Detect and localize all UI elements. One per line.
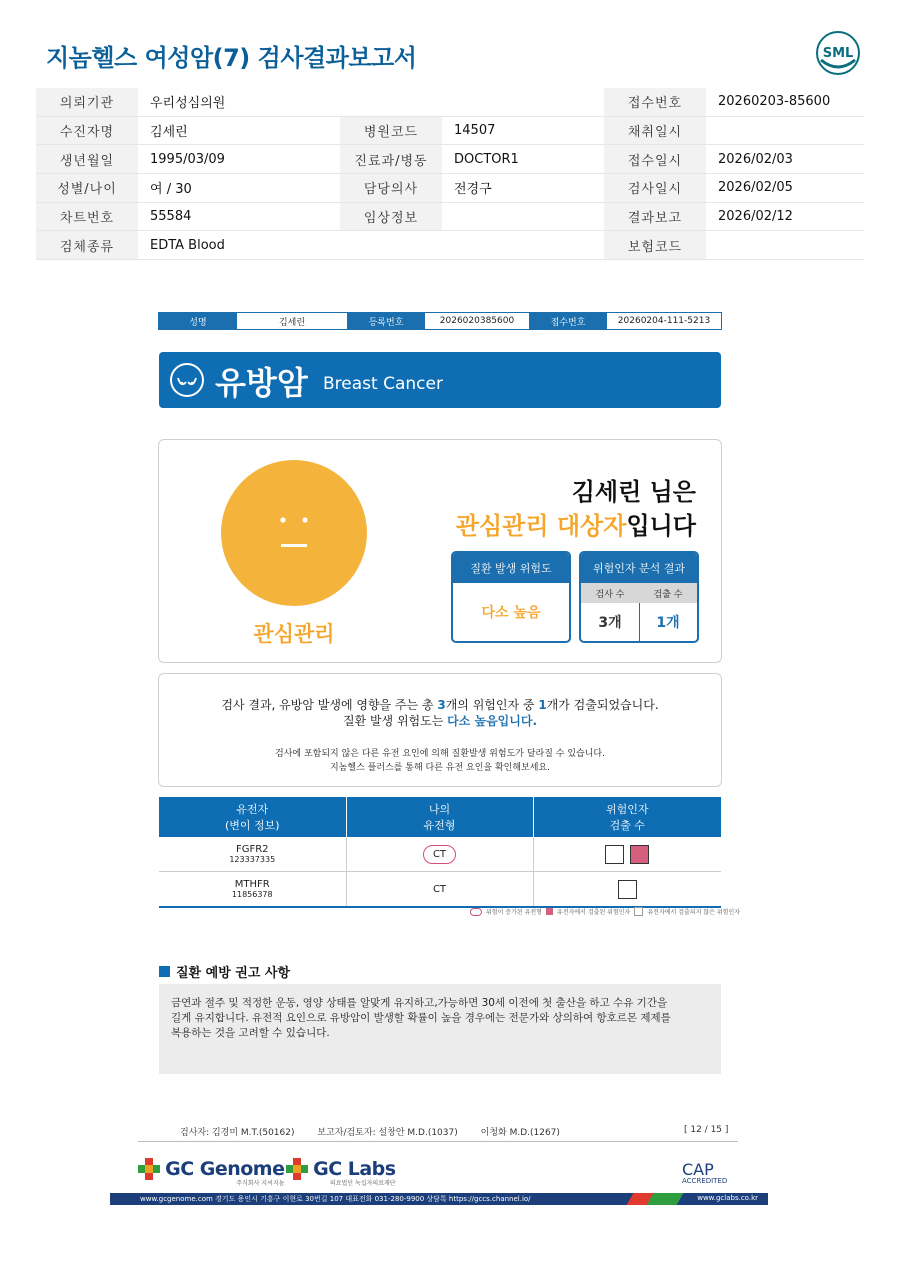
info-label: 의뢰기관 bbox=[36, 88, 138, 116]
gene-name: FGFR2 bbox=[235, 844, 269, 855]
name-label: 성명 bbox=[159, 313, 237, 329]
info-value: EDTA Blood bbox=[138, 231, 340, 260]
risk-level-header: 질환 발생 위험도 bbox=[453, 553, 569, 583]
footer-green-stripe bbox=[647, 1193, 684, 1205]
cap-sub: ACCREDITED bbox=[682, 1177, 728, 1185]
recommendation-title-text: 질환 예방 권고 사항 bbox=[176, 966, 291, 981]
genotype-value: CT bbox=[432, 883, 447, 895]
info-value: 20260203-85600 bbox=[706, 88, 864, 116]
info-value: 2026/02/12 bbox=[706, 202, 864, 231]
recommendation-box bbox=[159, 984, 721, 1074]
info-value: 전경구 bbox=[442, 174, 604, 203]
breast-icon bbox=[169, 362, 205, 398]
tested-value: 3개 bbox=[598, 615, 622, 631]
summary-line-1 bbox=[159, 696, 721, 713]
gene-cell bbox=[159, 872, 346, 908]
gc-labs-sub: 의료법인 녹십자의료재단 bbox=[329, 1180, 396, 1187]
recommendation-text bbox=[171, 996, 701, 1041]
legend-filled-label: 유전자에서 검출된 위험인자 bbox=[556, 909, 631, 916]
gc-genome-sub: 주식회사 지씨지놈 bbox=[236, 1180, 285, 1187]
info-label bbox=[340, 88, 442, 116]
gene-column-header bbox=[159, 797, 346, 837]
legend-empty-icon bbox=[634, 907, 643, 916]
info-value: 2026/02/05 bbox=[706, 174, 864, 203]
info-value: 우리성심의원 bbox=[138, 88, 340, 116]
gc-genome-name: GC Genome bbox=[165, 1158, 285, 1180]
risk-level-text: 다소 높음입니다. bbox=[447, 714, 538, 728]
info-value: 여 / 30 bbox=[138, 174, 340, 203]
info-value: 김세린 bbox=[138, 116, 340, 145]
gene-name: MTHFR bbox=[234, 879, 270, 890]
info-row bbox=[36, 116, 864, 145]
genotype-column-header bbox=[346, 797, 533, 837]
info-label: 병원코드 bbox=[340, 116, 442, 145]
sml-logo bbox=[815, 30, 861, 76]
detected-column-header bbox=[533, 797, 721, 837]
info-value bbox=[442, 202, 604, 231]
header-line: 나의 bbox=[428, 803, 451, 816]
page-title: 지놈헬스 여성암(7) 검사결과보고서 bbox=[46, 44, 417, 72]
cancer-banner bbox=[159, 352, 721, 408]
recommendation-title bbox=[159, 962, 290, 981]
info-label bbox=[340, 231, 442, 260]
footer-website: www.gclabs.co.kr bbox=[697, 1194, 758, 1202]
reg-value: 2026020385600 bbox=[425, 313, 529, 329]
info-value: 55584 bbox=[138, 202, 340, 231]
info-label: 임상정보 bbox=[340, 202, 442, 231]
banner-subtitle: Breast Cancer bbox=[323, 374, 443, 394]
gc-labs-name: GC Labs bbox=[313, 1158, 396, 1180]
gene-row bbox=[159, 837, 721, 872]
gene-table bbox=[159, 797, 721, 908]
info-label: 접수일시 bbox=[604, 145, 706, 174]
recommendation-line: 복용하는 것을 고려할 수 있습니다. bbox=[171, 1027, 330, 1039]
reg-label: 등록번호 bbox=[347, 313, 425, 329]
detected-label: 검출 수 bbox=[639, 583, 697, 603]
face-label: 관심관리 bbox=[253, 622, 335, 646]
detected-cell bbox=[533, 872, 721, 908]
square-bullet-icon bbox=[159, 966, 170, 977]
risk-level-box bbox=[451, 551, 571, 643]
info-value: 1995/03/09 bbox=[138, 145, 340, 174]
target-suffix: 입니다 bbox=[626, 512, 696, 540]
rcpt-label: 접수번호 bbox=[529, 313, 607, 329]
detected-column bbox=[639, 583, 697, 641]
neutral-face-icon bbox=[221, 460, 367, 606]
info-value bbox=[706, 231, 864, 260]
gene-rs: 123337335 bbox=[229, 855, 276, 864]
header-line: (변이 정보) bbox=[224, 819, 280, 832]
gc-cross-icon bbox=[286, 1158, 308, 1180]
signers-line: 검사자: 김경미 M.T.(50162) 보고자/검토자: 설창안 M.D.(1037) 이청화 M.D.(1267) bbox=[180, 1128, 560, 1138]
summary-text: 개가 검출되었습니다. bbox=[546, 698, 659, 712]
empty-square-icon bbox=[618, 880, 637, 899]
info-label: 접수번호 bbox=[604, 88, 706, 116]
info-label: 수진자명 bbox=[36, 116, 138, 145]
gene-cell bbox=[159, 837, 346, 872]
tested-label: 검사 수 bbox=[581, 583, 639, 603]
info-row bbox=[36, 174, 864, 203]
genotype-cell bbox=[346, 872, 533, 908]
gc-cross-icon bbox=[138, 1158, 160, 1180]
page-number: [ 12 / 15 ] bbox=[684, 1125, 729, 1135]
filled-square-icon bbox=[630, 845, 649, 864]
target-highlight: 관심관리 대상자 bbox=[455, 512, 627, 540]
info-label: 검사일시 bbox=[604, 174, 706, 203]
legend-circle-icon bbox=[470, 908, 482, 916]
info-value bbox=[442, 231, 604, 260]
legend-circle-label: 위험이 증가된 유전형 bbox=[486, 909, 542, 916]
summary-text: 개의 위험인자 중 bbox=[445, 698, 539, 712]
footer-divider bbox=[138, 1141, 738, 1142]
result-box bbox=[158, 439, 722, 663]
info-row bbox=[36, 231, 864, 260]
info-label: 채취일시 bbox=[604, 116, 706, 145]
detected-cell bbox=[533, 837, 721, 872]
legend-filled-icon bbox=[546, 908, 553, 915]
summary-line-2 bbox=[159, 712, 721, 729]
info-label: 성별/나이 bbox=[36, 174, 138, 203]
risk-level-value: 다소 높음 bbox=[481, 605, 541, 621]
header-line: 위험인자 bbox=[605, 803, 649, 816]
info-label: 결과보고 bbox=[604, 202, 706, 231]
gene-row bbox=[159, 872, 721, 908]
info-label: 생년월일 bbox=[36, 145, 138, 174]
summary-message-box bbox=[158, 673, 722, 787]
result-name-line: 김세린 님은 bbox=[571, 478, 696, 506]
header-line: 유전자 bbox=[236, 803, 269, 816]
legend-empty-label: 유전자에서 검출되지 않은 위험인자 bbox=[647, 909, 741, 916]
info-row bbox=[36, 88, 864, 116]
factor-analysis-box bbox=[579, 551, 699, 643]
info-row bbox=[36, 145, 864, 174]
banner-title: 유방암 bbox=[215, 364, 308, 402]
info-label: 진료과/병동 bbox=[340, 145, 442, 174]
info-value: 2026/02/03 bbox=[706, 145, 864, 174]
summary-text: 질환 발생 위험도는 bbox=[342, 714, 448, 728]
factor-analysis-header: 위험인자 분석 결과 bbox=[581, 553, 697, 583]
gc-labs-logo bbox=[286, 1158, 396, 1187]
empty-square-icon bbox=[605, 845, 624, 864]
info-label: 검체종류 bbox=[36, 231, 138, 260]
info-value: 14507 bbox=[442, 116, 604, 145]
gene-table-legend bbox=[470, 907, 740, 916]
name-value: 김세린 bbox=[237, 313, 347, 329]
note-line-1: 검사에 포함되지 않은 다른 유전 요인에 의해 질환발생 위험도가 달라질 수 있습니다. bbox=[275, 749, 605, 759]
recommendation-line: 금연과 절주 및 적정한 운동, 영양 상태를 알맞게 유지하고,가능하면 30세 이전에 첫 출산을 하고 수유 기간을 bbox=[171, 997, 668, 1009]
tested-column bbox=[581, 583, 640, 641]
info-label: 차트번호 bbox=[36, 202, 138, 231]
genotype-value: CT bbox=[423, 845, 456, 864]
gc-genome-logo bbox=[138, 1158, 285, 1187]
patient-strip bbox=[158, 312, 722, 330]
recommendation-line: 길게 유지합니다. 유전적 요인으로 유방암이 발생할 확률이 높을 경우에는 전문가와 상의하여 항호르몬 제제를 bbox=[171, 1012, 671, 1024]
info-value bbox=[442, 88, 604, 116]
header-line: 검출 수 bbox=[609, 819, 645, 832]
info-row bbox=[36, 202, 864, 231]
note-line-2: 지놈헬스 플러스를 통해 다른 유전 요인을 확인해보세요. bbox=[330, 763, 550, 773]
footer-bar bbox=[110, 1193, 768, 1205]
patient-info-table bbox=[36, 88, 864, 260]
detected-value: 1개 bbox=[656, 615, 680, 631]
total-count: 3 bbox=[437, 698, 446, 712]
header-line: 유전형 bbox=[423, 819, 456, 832]
summary-text: 검사 결과, 유방암 발생에 영향을 주는 총 bbox=[221, 698, 438, 712]
info-value: DOCTOR1 bbox=[442, 145, 604, 174]
svg-text:SML: SML bbox=[822, 46, 854, 61]
result-target-line bbox=[456, 506, 696, 541]
info-label: 담당의사 bbox=[340, 174, 442, 203]
footer-contact: www.gcgenome.com 경기도 용인시 기흥구 이현로 30번길 107 대표전화 031-280-9900 상담톡 https://gccs.channel.io/ bbox=[140, 1195, 531, 1203]
info-value bbox=[706, 116, 864, 145]
cap-text: CAP bbox=[682, 1160, 714, 1179]
genotype-cell bbox=[346, 837, 533, 872]
gene-rs: 11856378 bbox=[231, 890, 273, 899]
cap-accredited-logo bbox=[682, 1160, 727, 1185]
rcpt-value: 20260204-111-5213 bbox=[607, 313, 721, 329]
detected-count: 1 bbox=[538, 698, 547, 712]
info-label: 보험코드 bbox=[604, 231, 706, 260]
